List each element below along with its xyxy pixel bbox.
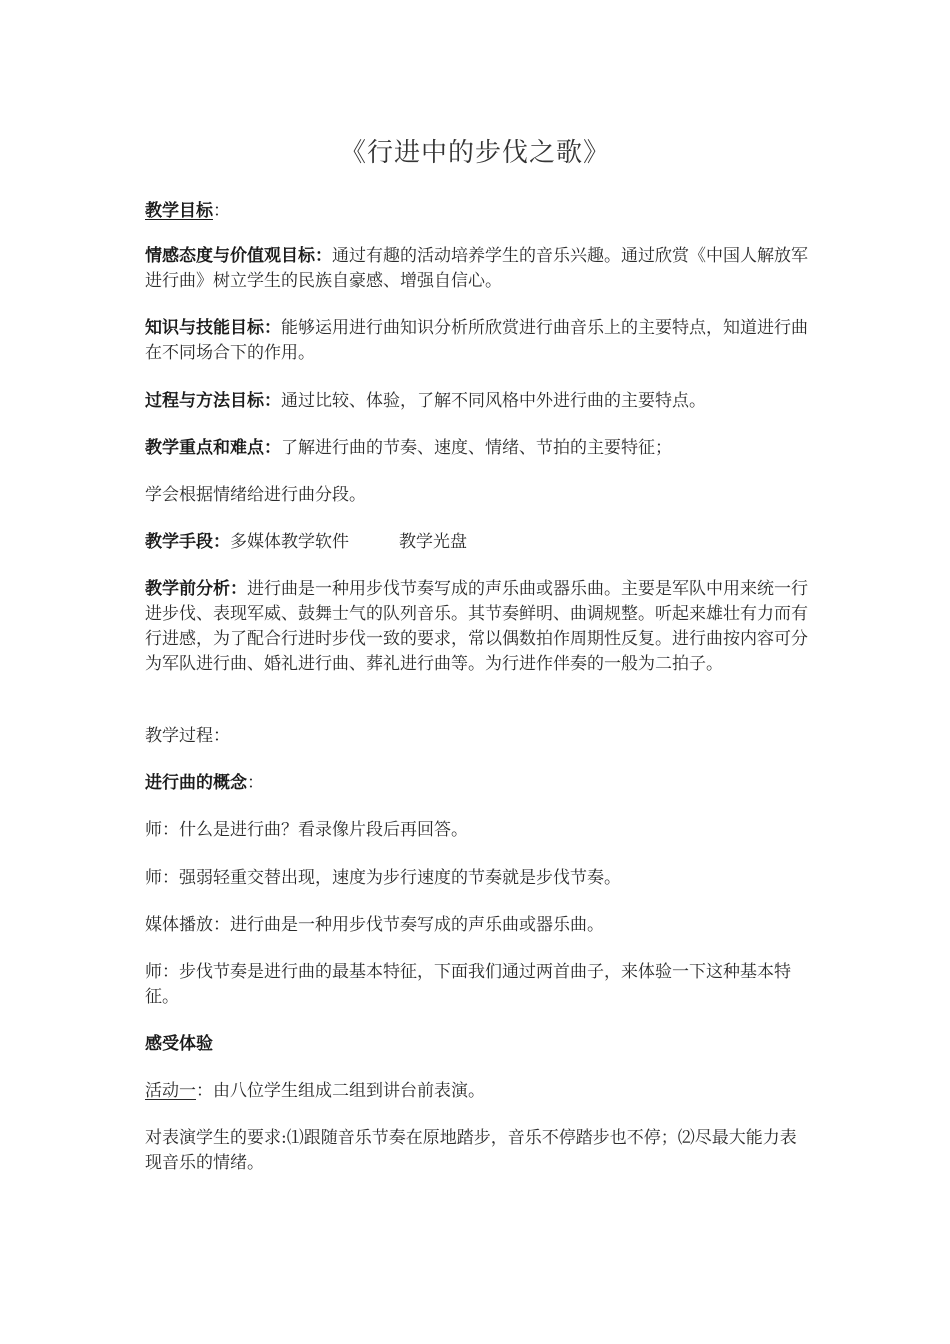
process-goal-paragraph (145, 389, 810, 414)
key-points-label: 教学重点和难点： (145, 438, 281, 458)
knowledge-goal-label: 知识与技能目标： (145, 318, 281, 338)
experience-heading-label: 感受体验 (145, 1034, 213, 1054)
pre-analysis-text: 进行曲是一种用步伐节奏写成的声乐曲或器乐曲。主要是军队中用来统一行进步伐、表现军威、鼓舞士气的队列音乐。其节奏鲜明、曲调规整。听起来雄壮有力而有行进感，为了配合行进时步伐一致的要求，常以偶数拍作周期性反复。进行曲按内容可分为军队进行曲、婚礼进行曲、葬礼进行曲等。为行进作伴奏的一般为二拍子。 (145, 579, 808, 674)
teaching-means-item-1: 多媒体教学软件 (230, 532, 349, 552)
pre-analysis-paragraph (145, 577, 810, 677)
teaching-goals-suffix: ： (213, 201, 230, 221)
teacher-line-2: 师：强弱轻重交替出现，速度为步行速度的节奏就是步伐节奏。 (145, 868, 621, 888)
teaching-means-paragraph (145, 530, 810, 555)
activity-1-paragraph (145, 1079, 810, 1104)
experience-heading (145, 1032, 810, 1057)
teaching-goals-heading (145, 199, 810, 224)
teaching-goals-label: 教学目标 (145, 201, 213, 221)
teaching-process-heading: 教学过程： (145, 726, 230, 746)
teaching-means-item-2: 教学光盘 (399, 532, 467, 552)
key-points-paragraph (145, 436, 810, 461)
knowledge-goal-text: 能够运用进行曲知识分析所欣赏进行曲音乐上的主要特点，知道进行曲在不同场合下的作用。 (145, 318, 808, 363)
emotion-goal-label: 情感态度与价值观目标： (145, 246, 332, 266)
teacher-line-3: 师：步伐节奏是进行曲的最基本特征，下面我们通过两首曲子，来体验一下这种基本特征。 (145, 962, 791, 1007)
pre-analysis-label: 教学前分析： (145, 579, 247, 599)
teacher-line-1: 师：什么是进行曲？看录像片段后再回答。 (145, 820, 468, 840)
concept-heading (145, 771, 810, 796)
media-play-line: 媒体播放：进行曲是一种用步伐节奏写成的声乐曲或器乐曲。 (145, 915, 604, 935)
requirements-paragraph: 对表演学生的要求:⑴跟随音乐节奏在原地踏步，音乐不停踏步也不停；⑵尽最大能力表现音乐的情绪。 (145, 1128, 797, 1173)
process-goal-label: 过程与方法目标： (145, 391, 281, 411)
emotion-goal-paragraph (145, 244, 810, 294)
key-points-continuation: 学会根据情绪给进行曲分段。 (145, 485, 366, 505)
concept-heading-suffix: ： (247, 773, 264, 793)
activity-1-text: ：由八位学生组成二组到讲台前表演。 (196, 1081, 485, 1101)
process-goal-text: 通过比较、体验，了解不同风格中外进行曲的主要特点。 (281, 391, 706, 411)
document-title: 《行进中的步伐之歌》 (339, 138, 610, 168)
teaching-means-label: 教学手段： (145, 532, 230, 552)
knowledge-goal-paragraph (145, 316, 810, 366)
concept-heading-label: 进行曲的概念 (145, 773, 247, 793)
key-points-text: 了解进行曲的节奏、速度、情绪、节拍的主要特征； (281, 438, 672, 458)
activity-1-label: 活动一 (145, 1081, 196, 1101)
emotion-goal-text: 通过有趣的活动培养学生的音乐兴趣。通过欣赏《中国人解放军进行曲》树立学生的民族自豪感、增强自信心。 (145, 246, 808, 291)
